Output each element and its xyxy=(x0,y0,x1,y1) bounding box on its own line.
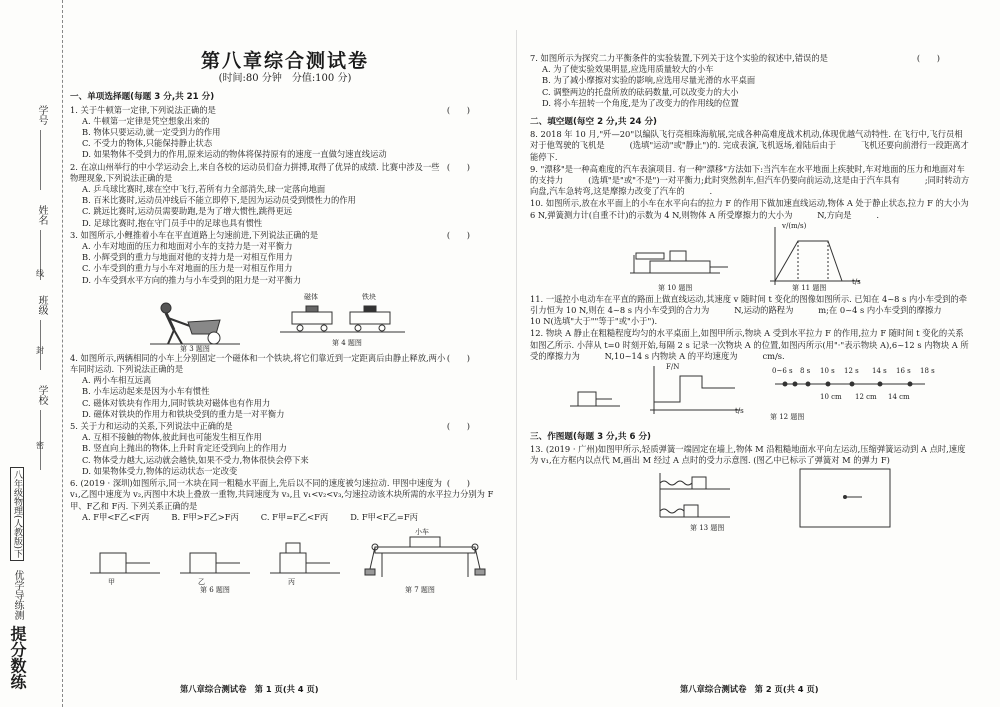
question-6: ( ) 6. (2019 · 深圳)如图所示,同一木块在同一粗糙水平面上,先后以不同的速度被匀速拉动. 甲图中速度为 v₁,乙图中速度为 v₂,丙图中木块上叠放一重物,共同速度为 v₃,且 v₁<v₂<v₃,匀速拉动该木块所需的水平拉力分别为 F甲、F乙和 F丙. 下列关系正确的是 xyxy=(70,478,500,512)
two-force-apparatus-figure xyxy=(365,537,485,577)
figure-row-12 xyxy=(530,362,970,424)
brand-grade: 八年级物理(人教版)下 xyxy=(10,467,24,561)
distance-label: 14 cm xyxy=(888,393,910,402)
question-3: ( ) 3. 如图所示,小鲤推着小车在平直道路上匀速前进,下列说法正确的是 xyxy=(70,230,500,241)
options-row xyxy=(70,512,500,523)
figure-12-caption: 第 12 题图 xyxy=(770,413,805,422)
answer-bracket[interactable]: ( ) xyxy=(446,161,470,172)
distance-label: 10 cm xyxy=(820,393,842,402)
time-label: 8 s xyxy=(800,367,811,376)
answer-bracket[interactable]: ( ) xyxy=(446,352,470,363)
answer-bracket[interactable]: ( ) xyxy=(446,229,470,240)
school-label: 学校 xyxy=(36,385,47,405)
answer-bracket[interactable]: ( ) xyxy=(446,104,470,115)
option: C. 磁体对铁块有作用力,同时铁块对磁体也有作用力 xyxy=(82,397,271,408)
time-label: 16 s xyxy=(896,367,911,376)
figure-11-caption: 第 11 题图 xyxy=(792,283,827,292)
name-label: 姓名 xyxy=(36,205,47,225)
label-yi: 乙 xyxy=(198,577,205,586)
brand-subtitle: 优学导练测 xyxy=(12,569,23,620)
option: B. 物体只要运动,就一定受到力的作用 xyxy=(82,127,221,138)
answer-bracket[interactable]: ( ) xyxy=(916,53,940,63)
position-dots-figure xyxy=(775,382,925,386)
figures-3-4 xyxy=(70,286,500,352)
figure-row-13 xyxy=(530,467,970,533)
seal-mark-2: 密 xyxy=(36,441,44,450)
figures-10-11 xyxy=(530,221,970,293)
footer-page-2: 第八章综合测试卷 第 2 页(共 4 页) xyxy=(680,684,819,694)
option: A. 互相不接触的物体,彼此间也可能发生相互作用 xyxy=(82,432,262,443)
option: C. 不受力的物体,只能保持静止状态 xyxy=(82,138,213,149)
figures-6-7 xyxy=(70,523,500,593)
option: D. 如果物体不受到力的作用,原来运动的物体将保持原有的速度一直做匀速直线运动 xyxy=(82,149,387,160)
option: C. 小车受到的重力与小车对地面的压力是一对相互作用力 xyxy=(82,263,293,274)
question-12[interactable]: 12. 物块 A 静止在粗糙程度均匀的水平桌面上,如图甲所示,物块 A 受到水平拉力 F 的作用,拉力 F 随时间 t 变化的关系如图乙所示. 小萍从 t=0 时刻开始,每隔 2 s 记录一次物块 A 的位置,如图丙所示(用"·"表示物块 A),6~12 s 内物块 A 所受的摩擦力为 N,10~14 s 内物块 A 的平均速度为 cm/s. xyxy=(530,328,969,361)
option: D. 磁体对铁块的作用力和铁块受到的重力是一对平衡力 xyxy=(82,408,285,419)
option: B. 竖直向上抛出的物体,上升时肯定还受到向上的作用力 xyxy=(82,443,287,454)
figures-13 xyxy=(530,467,970,533)
iron-label: 铁块 xyxy=(362,292,376,301)
figure-7-caption: 第 7 题图 xyxy=(405,585,435,594)
page-divider xyxy=(516,30,517,680)
label-bing: 丙 xyxy=(288,577,295,586)
section-1-heading: 一、单项选择题(每题 3 分,共 21 分) xyxy=(70,92,215,103)
cart-label: 小车 xyxy=(415,527,429,536)
option: B. 小车运动起来是因为小车有惯性 xyxy=(82,386,210,397)
figure-10-caption: 第 10 题图 xyxy=(658,283,693,292)
student-number-label: 学号 xyxy=(36,105,47,125)
left-page xyxy=(70,0,500,593)
option: C. 跳远比赛时,运动员需要助跑,是为了增大惯性,跳得更远 xyxy=(82,206,293,217)
figure-row-3-4 xyxy=(70,286,500,352)
t-axis-label: t/s xyxy=(852,277,861,286)
fill-line xyxy=(40,130,41,190)
page-title: 第八章综合测试卷 xyxy=(200,50,369,72)
option: D. 足球比赛时,抱在守门员手中的足球也具有惯性 xyxy=(82,217,263,228)
option: A. 牛顿第一定律是凭空想象出来的 xyxy=(82,115,210,126)
option: D. 如果物体受力,物体的运动状态一定改变 xyxy=(82,465,238,476)
block-on-table-figure xyxy=(570,392,620,406)
time-label: 12 s xyxy=(844,367,859,376)
magnet-label: 磁体 xyxy=(304,292,318,301)
option: C. F甲=F乙<F丙 xyxy=(260,511,329,522)
figure-3-caption: 第 3 题图 xyxy=(180,344,210,353)
question-7: ( ) 7. 如图所示为探究二力平衡条件的实验装置,下列关于这个实验的叙述中,错误的是 xyxy=(530,53,970,64)
question-1: ( ) 1. 关于牛顿第一定律,下列说法正确的是 xyxy=(70,105,500,116)
answer-bracket[interactable]: ( ) xyxy=(446,478,470,489)
spring-scale-figure xyxy=(630,251,728,273)
friction-blocks-figure xyxy=(90,543,340,573)
right-page xyxy=(530,52,970,533)
spring-wall-figure xyxy=(660,473,730,517)
option: C. 物体受力越大,运动就会越快,如果不受力,物体很快会停下来 xyxy=(82,454,309,465)
seal-mark: 封 xyxy=(36,346,44,355)
footer-page-1: 第八章综合测试卷 第 1 页(共 4 页) xyxy=(180,684,319,694)
option: A. 为了使实验效果明显,应选用质量较大的小车 xyxy=(542,64,714,75)
force-time-graph xyxy=(650,366,740,414)
brand-name: 提分数练 xyxy=(8,625,27,689)
option: A. 两小车相互远离 xyxy=(82,375,152,386)
option: B. 为了减小摩擦对实验的影响,应选用尽量光滑的水平桌面 xyxy=(542,75,756,86)
option: A. 乒乓球比赛时,球在空中飞行,若所有力全部消失,球一定落向地面 xyxy=(82,184,326,195)
line-mark: 线 xyxy=(36,269,44,278)
option: A. F甲<F乙<F丙 xyxy=(82,511,150,522)
figure-4-caption: 第 4 题图 xyxy=(332,338,362,347)
question-9[interactable]: 9. "漂移"是一种高难度的汽车表演项目. 有一种"漂移"方法如下:当汽车在水平地面上疾驶时,车对地面的压力和地面对车的支持力 (选填"是"或"不是")一对平衡力;此时突然刹车,但汽车仍要向前运动,这是由于汽车具有 ;同时转动方向盘,汽车急转弯,这是摩擦力改变了汽车的 . xyxy=(530,163,970,197)
time-label: 0~6 s xyxy=(772,367,793,376)
option: B. F甲>F乙>F丙 xyxy=(171,511,239,522)
question-8[interactable]: 8. 2018 年 10 月,"歼—20"以编队飞行亮相珠海航展,完成各种高难度战术机动,体现优越气动特性. 在飞行中,飞行员相对于他驾驶的飞机是 (选填"运动"或"静止")的. 完成表演,飞机返场,着陆后由于 飞机还要向前滑行一段距离才能停下. xyxy=(530,129,969,162)
question-4: ( ) 4. 如图所示,两辆相同的小车上分别固定一个磁体和一个铁块,将它们靠近到一定距离后由静止释放,两小车同时运动. 下列说法正确的是 xyxy=(70,353,500,375)
question-10[interactable]: 10. 如图所示,放在水平面上的小车在水平向右的拉力 F 的作用下做加速直线运动,物体 A 处于静止状态,拉力 F 的大小为 6 N,弹簧测力计(自重不计)的示数为 4 N,则物体 A 所受摩擦力的大小为 N,方向是 . xyxy=(530,198,969,220)
brand-logo xyxy=(6,459,29,689)
distance-label: 12 cm xyxy=(855,393,877,402)
two-carts-figure xyxy=(280,306,405,332)
option: A. 小车对地面的压力和地面对小车的支持力是一对平衡力 xyxy=(82,241,293,252)
section-2-heading: 二、填空题(每空 2 分,共 24 分) xyxy=(530,117,657,128)
class-label: 班级 xyxy=(36,295,47,315)
time-label: 10 s xyxy=(820,367,835,376)
question-11[interactable]: 11. 一遥控小电动车在平直的路面上做直线运动,其速度 v 随时间 t 变化的图像如图所示. 已知在 4~8 s 内小车受到的牵引力恒为 10 N,则在 4~8 s 内小车受到的合力为 N,运动的路程为 m;在 0~4 s 内小车受到的摩擦力 10 N(选填"大于""等于"或"小于"). xyxy=(530,293,968,327)
v-axis-label: v/(m/s) xyxy=(782,221,807,230)
question-5: ( ) 5. 关于力和运动的关系,下列说法中正确的是 xyxy=(70,421,500,432)
question-2: ( ) 2. 在凉山州举行的中小学运动会上,来自各校的运动员们奋力拼搏,取得了优异的成绩. 比赛中涉及一些物理现象,下列说法正确的是 xyxy=(70,162,500,184)
section-3-heading: 三、作图题(每题 3 分,共 6 分) xyxy=(530,432,651,443)
option: B. 百米比赛时,运动员冲线后不能立即停下,是因为运动员受到惯性力的作用 xyxy=(82,195,356,206)
answer-box xyxy=(800,469,890,527)
option: B. 小辉受到的重力与地面对他的支持力是一对相互作用力 xyxy=(82,252,293,263)
velocity-time-graph xyxy=(770,227,860,285)
time-label: 14 s xyxy=(872,367,887,376)
figure-row-6-7 xyxy=(70,523,500,593)
option: D. 小车受到水平方向的推力与小车受到的阻力是一对平衡力 xyxy=(82,274,302,285)
figure-row-10-11 xyxy=(530,221,970,293)
wheelbarrow-figure xyxy=(150,303,240,344)
ts-axis-label: t/s xyxy=(735,407,744,416)
option: C. 调整两边的托盘所放的砝码数量,可以改变力的大小 xyxy=(542,86,739,97)
figure-13-caption: 第 13 题图 xyxy=(690,523,725,532)
label-jia: 甲 xyxy=(108,577,115,586)
fn-axis-label: F/N xyxy=(666,363,680,372)
page-subtitle: (时间:80 分钟 分值:100 分) xyxy=(218,73,352,85)
answer-bracket[interactable]: ( ) xyxy=(446,421,470,432)
question-13[interactable]: 13. (2019 · 广州)如图甲所示,轻质弹簧一端固定在墙上,物体 M 沿粗糙地面水平向左运动,压缩弹簧运动到 A 点时,速度为 v₁,在方框内以点代 M,画出 M 经过 A 点时的受力示意图. (图乙中已标示了弹簧对 M 的弹力 F) xyxy=(530,444,966,466)
time-label: 18 s xyxy=(920,367,935,376)
option: D. 将小车扭转一个角度,是为了改变力的作用线的位置 xyxy=(542,97,739,108)
figure-6-caption: 第 6 题图 xyxy=(200,585,230,594)
option: D. F甲<F乙=F丙 xyxy=(350,511,418,522)
